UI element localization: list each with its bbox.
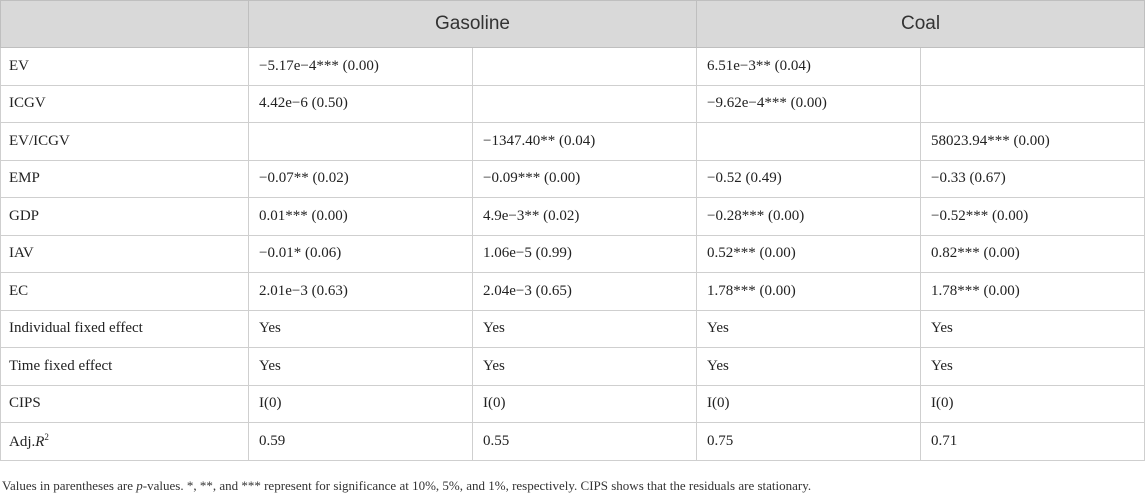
table-cell: 1.06e−5 (0.99) [473, 235, 697, 273]
table-cell: 2.04e−3 (0.65) [473, 273, 697, 311]
table-row [1, 85, 1145, 123]
table-cell: I(0) [249, 385, 473, 423]
table-cell: Yes [697, 348, 921, 386]
table-row [1, 423, 1145, 461]
table-row [1, 48, 1145, 86]
table-cell: 6.51e−3** (0.04) [697, 48, 921, 86]
table-cell: Yes [921, 348, 1145, 386]
table-cell [249, 123, 473, 161]
row-label: Individual fixed effect [1, 310, 249, 348]
adj-r2-exponent: 2 [44, 431, 49, 442]
table-cell: −0.52*** (0.00) [921, 198, 1145, 236]
row-label: CIPS [1, 385, 249, 423]
table-cell: 0.55 [473, 423, 697, 461]
table-cell: 0.52*** (0.00) [697, 235, 921, 273]
table-cell: I(0) [697, 385, 921, 423]
table-body [1, 48, 1145, 461]
table-cell [697, 123, 921, 161]
row-label: GDP [1, 198, 249, 236]
table-cell: −0.09*** (0.00) [473, 160, 697, 198]
table-cell [473, 85, 697, 123]
table-cell: 0.75 [697, 423, 921, 461]
table-header [1, 1, 1145, 48]
table-cell: −5.17e−4*** (0.00) [249, 48, 473, 86]
table-row [1, 198, 1145, 236]
row-label: IAV [1, 235, 249, 273]
table-cell: Yes [473, 348, 697, 386]
table-cell: 4.9e−3** (0.02) [473, 198, 697, 236]
table-cell: −0.52 (0.49) [697, 160, 921, 198]
header-blank-cell [1, 1, 249, 48]
table-cell: −0.33 (0.67) [921, 160, 1145, 198]
table-cell: 0.71 [921, 423, 1145, 461]
row-label: EV [1, 48, 249, 86]
footnote-part2: -values. *, **, and *** represent for significance at 10%, 5%, and 1%, respectively. CIPS shows that the residuals are stationary. [142, 478, 812, 493]
table-cell: 1.78*** (0.00) [697, 273, 921, 311]
table-cell: −0.07** (0.02) [249, 160, 473, 198]
table-cell: 0.82*** (0.00) [921, 235, 1145, 273]
table-cell: Yes [249, 348, 473, 386]
table-row [1, 123, 1145, 161]
table-row [1, 160, 1145, 198]
table-cell: 0.59 [249, 423, 473, 461]
table-cell: 4.42e−6 (0.50) [249, 85, 473, 123]
table-cell: 2.01e−3 (0.63) [249, 273, 473, 311]
table-row [1, 273, 1145, 311]
header-coal: Coal [697, 1, 1145, 48]
table-cell: 58023.94*** (0.00) [921, 123, 1145, 161]
table-row [1, 235, 1145, 273]
table-cell: 1.78*** (0.00) [921, 273, 1145, 311]
table-cell: Yes [249, 310, 473, 348]
table-cell: −0.01* (0.06) [249, 235, 473, 273]
table-cell: I(0) [921, 385, 1145, 423]
table-cell [473, 48, 697, 86]
row-label: EV/ICGV [1, 123, 249, 161]
row-label: ICGV [1, 85, 249, 123]
table-cell: I(0) [473, 385, 697, 423]
header-gasoline: Gasoline [249, 1, 697, 48]
footnote-part1: Values in parentheses are [2, 478, 137, 493]
header-row [1, 1, 1145, 48]
table-row [1, 348, 1145, 386]
table-cell [921, 48, 1145, 86]
table-row [1, 385, 1145, 423]
table-cell: Yes [473, 310, 697, 348]
row-label: Time fixed effect [1, 348, 249, 386]
table-row [1, 310, 1145, 348]
footnote-italic-p: p [136, 478, 143, 493]
table-cell: −0.28*** (0.00) [697, 198, 921, 236]
row-label: EMP [1, 160, 249, 198]
table-cell: Yes [697, 310, 921, 348]
table-cell: 0.01*** (0.00) [249, 198, 473, 236]
table-cell: Yes [921, 310, 1145, 348]
table-cell: −9.62e−4*** (0.00) [697, 85, 921, 123]
table-cell [921, 85, 1145, 123]
adj-r2-symbol: R [35, 433, 45, 450]
row-label-adj-r2 [1, 423, 249, 461]
table-footnote [2, 478, 811, 494]
row-label: EC [1, 273, 249, 311]
table-cell: −1347.40** (0.04) [473, 123, 697, 161]
adj-r2-prefix: Adj. [9, 433, 36, 450]
